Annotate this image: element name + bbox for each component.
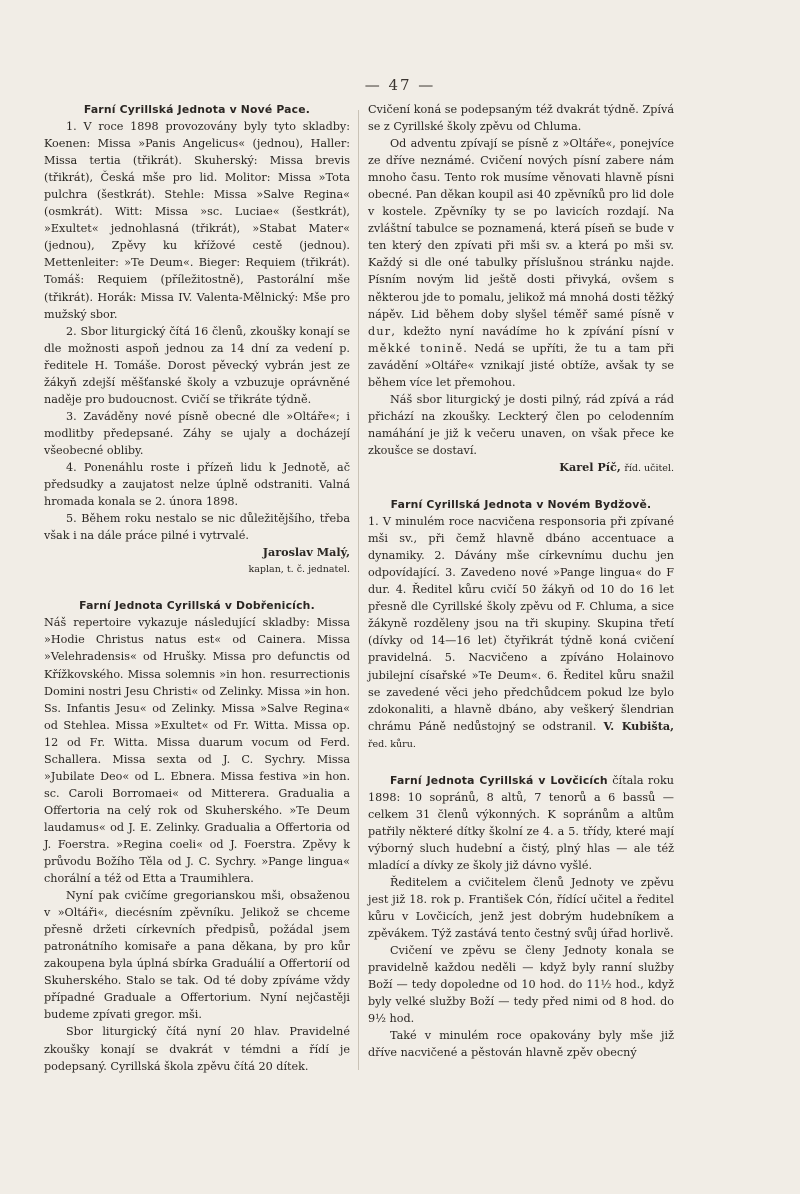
signature-role: řed. kůru. (368, 738, 416, 750)
paragraph: Cvičení koná se podepsaným též dvakrát týdně. Zpívá se z Cyrillské školy zpěvu od Chluma. (368, 103, 674, 134)
emphasis-dur: dur (368, 324, 392, 338)
text-run: , kdežto nyní navádíme ho k zpívání písní v (391, 324, 674, 338)
column-divider (358, 110, 359, 1070)
paragraph: 5. Během roku nestalo se nic důležitějšího, třeba však i na dále práce pilné i vytrvalé. (44, 512, 350, 543)
signature-role: kaplan, t. č. jednatel. (248, 564, 350, 576)
signature-name: V. Kubišta, (603, 718, 675, 733)
section-heading-dobrenice: Farní Jednota Cyrillská v Dobřenicích. (79, 599, 315, 613)
paragraph: Cvičení ve zpěvu se členy Jednoty konala se pravidelně každou neděli — když byly ranní služby Boží — tedy dopoledne od 10 hod. do 11½ hod., když byly velké služby Boží — tedy před nimi od 8 hod. do 9½ hod. (368, 944, 674, 1026)
paragraph: Sbor liturgický čítá nyní 20 hlav. Pravidelné zkoušky konají se dvakrát v témdni a řídí je podepsaný. Cyrillská škola zpěvu čítá 20 dítek. (44, 1025, 350, 1073)
paragraph: Náš sbor liturgický je dosti pilný, rád zpívá a rád přichází na zkoušky. Leckterý člen po celodenním namáhání je již k večeru unaven, on však přece ke zkoušce se dostaví. (368, 392, 674, 457)
paragraph: 4. Ponenáhlu roste i přízeň lidu k Jednotě, ač předsudky a zaujatost nelze úplně odstraniti. Valná hromada konala se 2. února 1898. (44, 460, 350, 509)
signature-name: Jaroslav Malý, (262, 545, 350, 560)
paragraph: Také v minulém roce opakovány byly mše již dříve nacvičené a pěstován hlavně zpěv obecný (368, 1029, 674, 1060)
paragraph: Náš repertoire vykazuje následující skladby: Missa »Hodie Christus natus est« od Cainera. Missa »Velehradensis« od Hrušky. Missa pro defunctis od Křížkovského. Missa solemnis »in hon. resurrectionis Domini nostri Jesu Christi« od Zelinky. Missa »in hon. Ss. Infantis Jesu« od Zelinky. Missa »Salve Regina« od Stehlea. Missa »Exultet« od Fr. Witta. Missa op. 12 od Fr. Witta. Missa duarum vocum od Ferd. Schallera. Missa sexta od J. C. Sychry. Missa »Jubilate Deo« od L. Ebnera. Missa festiva »in hon. sc. Caroli Borromaei« od Mitterera. Gradualia a Offertoria na celý rok od Skuherského. »Te Deum laudamus« od J. E. Zelinky. Gradualia a Offertoria od J. Foerstra. »Regina coeli« od J. Foerstra. Zpěvy k průvodu Božího Těla od J. C. Sychry. »Pange lingua« chorální a též od Etta a Traumihlera. (44, 616, 350, 886)
section-novy-bydzov (368, 496, 674, 753)
paragraph: 2. Sbor liturgický čítá 16 členů, zkoušky konají se dle možnosti aspoň jednou za 14 dní za vedení p. ředitele H. Tomáše. Dorost pěvecký vybrán jest ze žákyň zdejší měšťanské školy a vzbuzuje oprávněné naděje pro budoucnost. Cvičí se třikráte týdně. (44, 324, 350, 406)
paragraph (368, 772, 674, 874)
section-lovcice (368, 772, 674, 1062)
signature-name: Karel Píč, (559, 459, 621, 474)
section-heading-nova-paka: Farní Cyrillská Jednota v Nové Pace. (83, 103, 311, 116)
signature (368, 459, 674, 477)
paragraph: Ředitelem a cvičitelem členů Jednoty ve zpěvu jest již 18. rok p. František Cón, řídící učitel a ředitel kůru v Lovčicích, jenž jest dobrým hudebníkem a zpěvákem. Týž zastává tento čestný svůj úřad horlivě. (368, 876, 674, 941)
left-column (44, 101, 350, 1075)
section-dobrenice-continued (368, 101, 674, 477)
text-run: čítala roku 1898: 10 sopránů, 8 altů, 7 tenorů a 6 bassů — celkem 31 členů výkonných. K sopránům a altům patřily některé dítky školní ze 4. a 5. třídy, které mají výborný sluch hudební a čistý, plný hlas — ale též mladící a dívky ze školy již dávno vyšlé. (368, 773, 675, 872)
paragraph (368, 513, 674, 753)
emphasis-mekke-tonine: měkké tonině (368, 341, 464, 355)
section-gap (44, 578, 350, 597)
section-heading-lovcice: Farní Jednota Cyrillská v Lovčicích (390, 773, 608, 787)
section-nova-paka (44, 101, 350, 578)
paragraph: Nyní pak cvičíme gregorianskou mši, obsaženou v »Oltáři«, diecésním zpěvníku. Jelikož se chceme přesně držeti církevních předpisů, požádal jsem patronátního komisaře a pana děkana, by pro kůr zakoupena byla úplná sbírka Graduálií a Offertorií od Skuherského. Stalo se tak. Od té doby zpíváme vždy případné Graduale a Offertorium. Nyní nejčastěji budeme zpívati gregor. mši. (44, 889, 350, 1022)
section-dobrenice (44, 597, 350, 1074)
right-column (368, 101, 674, 1062)
text-run: Od adventu zpívají se písně z »Oltáře«, ponejvíce ze dříve neznámé. Cvičení nových písní zabere nám mnoho času. Tento rok musíme věnovati hlavně písni obecné. Pan děkan koupil asi 40 zpěvníků pro lid dole v kostele. Zpěvníky ty se po lavicích rozdají. Na zvláštní tabulce se poznamená, která píseň se bude v ten který den zpívati při mši sv. a která po mši sv. Každý si dle oné tabulky příslušnou stránku najde. Písním novým lid ještě dosti přivyká, ovšem s některou jde to pomalu, jelikož má mnohá dosti těžký nápěv. Lid během doby slyšel téměř samé písně v (368, 137, 674, 321)
section-gap (368, 477, 674, 496)
section-heading-novy-bydzov: Farní Cyrillská Jednota v Novém Bydžově. (390, 498, 652, 512)
paragraph (368, 135, 674, 391)
paragraph: 3. Zaváděny nové písně obecné dle »Oltáře«; i modlitby předepsané. Záhy se ujaly a docházejí všeobecné obliby. (44, 409, 350, 457)
text-run: . Nedá se upříti, že tu a tam při zavádění »Oltáře« vznikají jisté obtíže, avšak ty se během více let přemohou. (368, 341, 674, 389)
paragraph: 1. V roce 1898 provozovány byly tyto skladby: Koenen: Missa »Panis Angelicus« (jednou), Haller: Missa tertia (třikrát). Skuherský: Missa brevis (třikrát), Česká mše pro lid. Molitor: Missa »Tota pulchra (šestkrát). Stehle: Missa »Salve Regina« (osmkrát). Witt: Missa »sc. Luciae« (šestkrát), »Exultet« jednohlasná (třikrát), »Stabat Mater« (jednou), Zpěvy ku křížové cestě (jednou). Mettenleiter: »Te Deum«. Bieger: Requiem (třikrát). Tomáš: Requiem (příležitostně), Pastorální mše (třikrát). Horák: Missa IV. Valenta-Mělnický: Mše pro mužský sbor. (44, 120, 350, 321)
text-run: 1. V minulém roce nacvičena responsoria při zpívané mši sv., při čemž hlavně dbáno accentuace a dynamiky. 2. Dávány mše církevnímu duchu jen odpovídající. 3. Zavedeno nové »Pange lingua« do F dur. 4. Ředitel kůru cvičí 50 žákyň od 10 do 16 let přesně dle Cyrillské školy zpěvu od F. Chluma, a sice žákyně rozděleny jsou na tři skupiny. Skupina třetí (dívky od 14—16 let) čtyřikrát týdně koná cvičení pravidelná. 5. Nacvičeno a zpíváno Holainovo jubilejní císařské »Te Deum«. 6. Ředitel kůru snažil se zavedené věci jeho předchůdcem pokud lze bylo zdokonaliti, a hlavně dbáno, aby veškerý šlendrian chrámu Páně nedůstojný se odstranil. (368, 515, 674, 733)
page-number: — 47 — (364, 76, 436, 94)
section-gap (368, 753, 674, 772)
signature-role: říd. učitel. (624, 462, 674, 474)
